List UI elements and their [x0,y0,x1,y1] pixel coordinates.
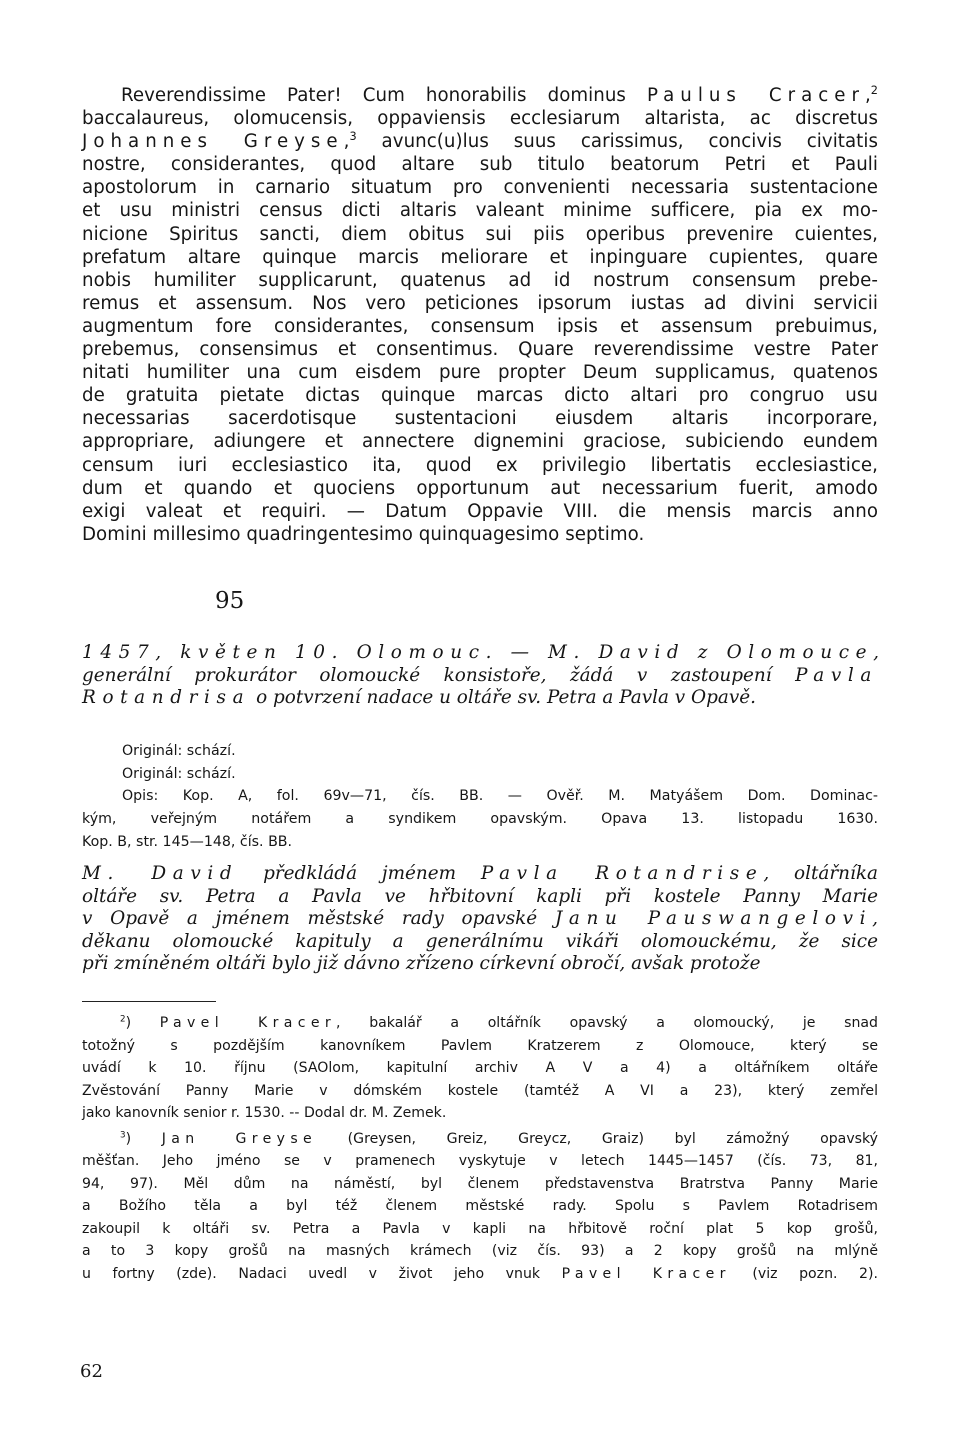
text-line: Reverendissime Pater! Cum honorabilis dominus Paulus Cracer,$^2$ [121,84,878,106]
page-number: 62 [80,1361,103,1382]
text-line: při zmíněném oltáři bylo již dávno zřízeno církevní obročí, avšak protože [82,953,761,975]
spaced-name: Pavla Rotandrise [480,863,764,884]
summary-paragraph [82,863,878,976]
text-line: v Opavě a jménem městské rady opavské Janu Pauswangelovi, [82,908,878,930]
text-line: Zvěstování Panny Marie v dómském kostele (tamtéž A VI a 23), který zemřel [82,1082,878,1099]
spaced-name: 1457, květen 10. Olomouc. — M. David z Olomouce, [82,642,886,663]
text-line [82,642,886,665]
text-line: a to 3 kopy grošů na masných krámech (viz čís. 93) a 2 kopy grošů na mlýně [82,1243,878,1259]
text-line: a Božího těla a byl též členem městské rady. Spolu s Pavlem Rotadrisem [82,1198,878,1214]
text-line: nicione Spiritus sancti, diem obitus sui piis operibus prevenire cuientes, [82,223,878,245]
text-line: nostre, considerantes, quod altare sub titulo beatorum Petri et Pauli [82,154,878,176]
text-line: $^2$) Pavel Kracer, bakalář a oltářník opavský a olomoucký, je snad [120,1014,878,1031]
text-line: zakoupil k oltáři sv. Petra a Pavla v kapli na hřbitově roční plat 5 kop grošů, [82,1220,878,1237]
text-line: prebemus, consensimus et consentimus. Quare reverendissime vestre Pater [82,339,878,361]
footnote-marker: 3 [349,130,357,144]
text-line: uvádí k 10. říjnu (SAOlom, kapitulní archiv A V a 4) a oltářníkem oltáře [82,1060,878,1076]
text-line: exigi valeat et requiri. — Datum Oppavie VIII. die mensis marcis anno [82,500,878,522]
footnote-2 [82,1012,878,1125]
text-line: měšťan. Jeho jméno se v pramenech vyskytuje v letech 1445—1457 (čís. 73, 81, [82,1153,878,1169]
spaced-name: Pavel Kracer [159,1015,337,1031]
footnote-marker: 2 [870,84,878,98]
text-line: et usu ministri census dicti altaris valeant minime sufficere, pia ex mo- [82,200,878,222]
text-line: dum et quando et quociens opportunum aut necessarium fuerit, amodo [82,477,878,499]
text-line: de gratuita pietate dictas quinque marcas dicto altari pro congruo usu [82,385,878,407]
text-line: 94, 97). Měl dům na náměstí, byl členem představenstva Bratrstva Panny Marie [82,1175,878,1192]
source-line: Opis: Kop. A, fol. 69v—71, čís. BB. — Ověř. M. Matyášem Dom. Dominac- [122,788,878,805]
text-line: oltáře sv. Petra a Pavla ve hřbitovní kapli při kostele Panny Marie [82,885,878,907]
text-line: nobis humiliter supplicarunt, quatenus ad id nostrum consensum prebe- [82,269,878,291]
footnote-marker: 2 [120,1014,126,1025]
text-line: remus et assensum. Nos vero peticiones ipsorum iustas ad divini servicii [82,292,878,314]
document-heading [82,642,886,710]
document-number: 95 [215,588,245,614]
source-line: Originál: schází. [122,765,236,782]
spaced-name: Paulus Cracer [646,85,865,106]
text-line: Domini millesimo quadringentesimo quinquagesimo septimo. [82,523,645,545]
text-line: M. David předkládá jménem Pavla Rotandrise, oltářníka [82,863,878,884]
text-line: prefatum altare quinque marcis meliorare et inpinguare cupientes, quare [82,246,878,268]
text-line: censum iuri ecclesiastico ita, quod ex privilegio libertatis ecclesiastice, [82,454,878,476]
footnote-3 [82,1128,878,1286]
text-line: necessarias sacerdotisque sustentacioni eiusdem altaris incorporare, [82,408,878,430]
source-line: kým, veřejným notářem a syndikem opavským. Opava 13. listopadu 1630. [82,811,878,828]
spaced-name: Johannes Greyse [82,131,344,153]
footnote-divider [82,1001,216,1002]
main-letter-text [82,84,878,546]
source-line: Kop. B, str. 145—148, čís. BB. [82,833,293,850]
text-line: $^3$) Jan Greyse (Greysen, Greiz, Greycz, Graiz) byl zámožný opavský [120,1130,879,1147]
text-line: Rotandrisa o potvrzení nadace u oltáře sv. Petra a Pavla v Opavě. [82,687,756,709]
spaced-name: Pavel Kracer [561,1265,731,1282]
spaced-name: M. David [82,863,239,884]
spaced-name: Rotandrisa [82,687,251,709]
text-line: u fortny (zde). Nadaci uvedl v život jeho vnuk Pavel Kracer (viz pozn. 2). [82,1265,879,1282]
sources-block [82,740,878,854]
text-line: generální prokurátor olomoucké konsistoře, žádá v zastoupení Pavla [82,664,878,686]
spaced-name: Pavla [795,664,878,686]
spaced-name: Jan Greyse [161,1130,318,1147]
text-line: appropriare, adiungere et annectere dignemini graciose, subiciendo eundem [82,431,878,453]
text-line: apostolorum in carnario situatum pro convenienti necessaria sustentacione [82,177,878,199]
source-line: Originál: schází. [122,743,236,759]
text-line: děkanu olomoucké kapituly a generálnímu vikáři olomouckému, že sice [82,930,878,952]
footnote-marker: 3 [120,1130,126,1141]
text-line: Johannes Greyse,$^3$ avunc(u)lus suus carissimus, concivis civitatis [82,130,878,153]
text-line: totožný s pozdějším kanovníkem Pavlem Kratzerem z Olomouce, který se [82,1037,878,1054]
footnotes [82,1012,878,1285]
text-line: nitati humiliter una cum eisdem pure propter Deum supplicamus, quatenos [82,362,878,384]
text-line: jako kanovník senior r. 1530. -- Dodal dr. M. Zemek. [82,1105,447,1121]
spaced-name: Janu Pauswangelovi [554,908,873,930]
text-line: baccalaureus, olomucensis, oppaviensis ecclesiarum altarista, ac discretus [82,108,878,130]
text-line: augmentum fore considerantes, consensum ipsis et assensum prebuimus, [82,315,878,337]
